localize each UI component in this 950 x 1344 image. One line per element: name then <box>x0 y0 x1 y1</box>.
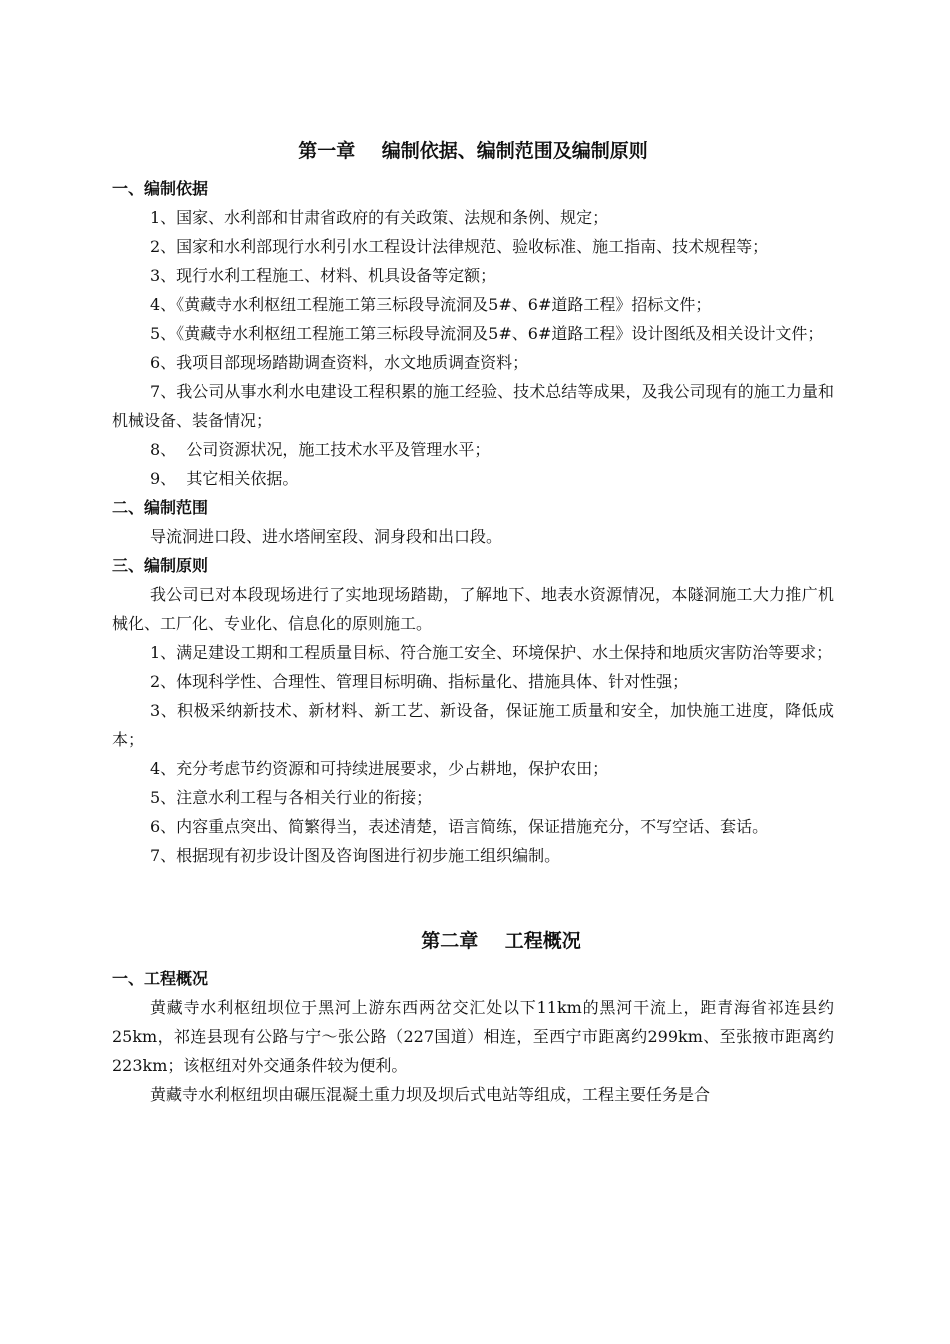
basis-item-3: 3、现行水利工程施工、材料、机具设备等定额； <box>150 266 497 285</box>
principle-item-4: 4、充分考虑节约资源和可持续进展要求，少占耕地，保护农田； <box>150 759 609 778</box>
basis-item-4: 4、《黄藏寺水利枢纽工程施工第三标段导流洞及5#、6#道路工程》招标文件； <box>150 295 712 314</box>
principle-item-3: 3、积极采纳新技术、新材料、新工艺、新设备，保证施工质量和安全，加快施工进度，降低成本； <box>112 701 834 749</box>
section-principles <box>112 551 834 870</box>
overview-para-2: 黄藏寺水利枢纽坝由碾压混凝土重力坝及坝后式电站等组成，工程主要任务是合 <box>150 1085 711 1104</box>
document-body <box>112 128 834 1109</box>
principle-item-1: 1、满足建设工期和工程质量目标、符合施工安全、环境保护、水土保持和地质灾害防治等要求； <box>150 643 833 662</box>
chapter-2-title: 第二章 工程概况 <box>421 930 581 952</box>
scope-text: 导流洞进口段、进水塔闸室段、洞身段和出口段。 <box>150 527 503 546</box>
principles-intro: 我公司已对本段现场进行了实地现场踏勘，了解地下、地表水资源情况，本隧洞施工大力推广机械化、工厂化、专业化、信息化的原则施工。 <box>112 585 834 633</box>
basis-item-2: 2、国家和水利部现行水利引水工程设计法律规范、验收标准、施工指南、技术规程等； <box>150 237 769 256</box>
basis-item-7: 7、我公司从事水利水电建设工程积累的施工经验、技术总结等成果，及我公司现有的施工力量和机械设备、装备情况； <box>112 382 834 430</box>
basis-item-1: 1、国家、水利部和甘肃省政府的有关政策、法规和条例、规定； <box>150 208 609 227</box>
section-scope <box>112 493 834 551</box>
principle-item-2: 2、体现科学性、合理性、管理目标明确、指标量化、措施具体、针对性强； <box>150 672 689 691</box>
basis-item-8: 8、 公司资源状况，施工技术水平及管理水平； <box>150 440 491 459</box>
principle-item-5: 5、注意水利工程与各相关行业的衔接； <box>150 788 433 807</box>
section-heading-principles: 三、编制原则 <box>112 556 209 575</box>
principle-item-7: 7、根据现有初步设计图及咨询图进行初步施工组织编制。 <box>150 846 561 865</box>
section-heading-basis: 一、编制依据 <box>112 179 209 198</box>
section-heading-overview: 一、工程概况 <box>112 969 209 988</box>
section-heading-scope: 二、编制范围 <box>112 498 209 517</box>
basis-item-5: 5、《黄藏寺水利枢纽工程施工第三标段导流洞及5#、6#道路工程》设计图纸及相关设计文件； <box>150 324 824 343</box>
section-basis <box>112 174 834 493</box>
overview-para-1: 黄藏寺水利枢纽坝位于黑河上游东西两岔交汇处以下11km的黑河干流上，距青海省祁连县约25km，祁连县现有公路与宁～张公路（227国道）相连，至西宁市距离约299km、至张掖市距离约223km；该枢纽对外交通条件较为便利。 <box>112 998 834 1075</box>
basis-item-6: 6、我项目部现场踏勘调查资料，水文地质调查资料； <box>150 353 529 372</box>
section-overview <box>112 964 834 1109</box>
chapter-1-title: 第一章 编制依据、编制范围及编制原则 <box>298 140 648 162</box>
principle-item-6: 6、内容重点突出、简繁得当，表述清楚，语言简练，保证措施充分，不写空话、套话。 <box>150 817 769 836</box>
chapter-spacer <box>112 870 834 918</box>
basis-item-9: 9、 其它相关依据。 <box>150 469 299 488</box>
